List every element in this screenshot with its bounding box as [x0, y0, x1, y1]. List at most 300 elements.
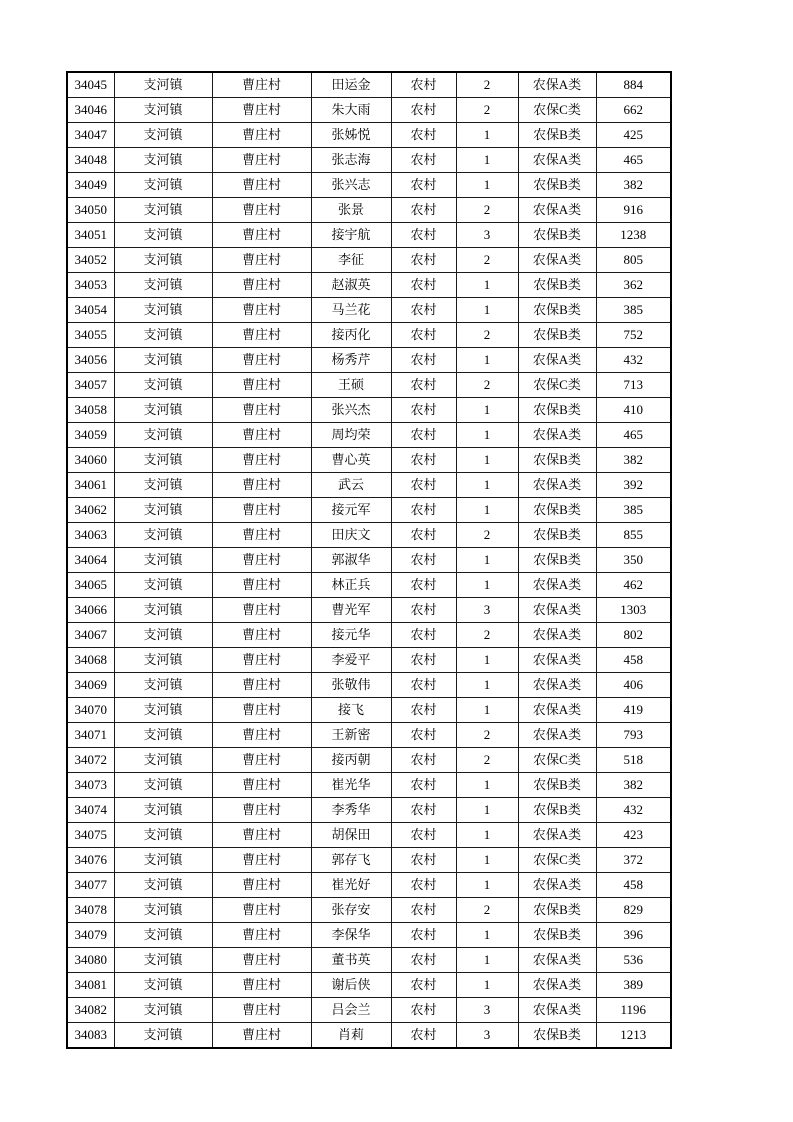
person-count-cell: 1: [456, 123, 518, 148]
town-cell: 支河镇: [114, 998, 212, 1023]
person-name-cell: 郭存飞: [311, 848, 391, 873]
town-cell: 支河镇: [114, 798, 212, 823]
town-cell: 支河镇: [114, 398, 212, 423]
amount-cell: 419: [596, 698, 671, 723]
insurance-category-cell: 农保A类: [518, 998, 596, 1023]
record-id-cell: 34056: [67, 348, 114, 373]
person-name-cell: 董书英: [311, 948, 391, 973]
residence-type-cell: 农村: [391, 273, 456, 298]
person-count-cell: 2: [456, 523, 518, 548]
insurance-category-cell: 农保A类: [518, 698, 596, 723]
person-count-cell: 2: [456, 623, 518, 648]
person-name-cell: 胡保田: [311, 823, 391, 848]
village-cell: 曹庄村: [212, 548, 311, 573]
table-row: [67, 698, 671, 723]
residence-type-cell: 农村: [391, 323, 456, 348]
insurance-category-cell: 农保A类: [518, 148, 596, 173]
person-count-cell: 3: [456, 998, 518, 1023]
table-row: [67, 323, 671, 348]
person-name-cell: 曹光军: [311, 598, 391, 623]
village-cell: 曹庄村: [212, 948, 311, 973]
table-row: [67, 248, 671, 273]
person-count-cell: 1: [456, 173, 518, 198]
village-cell: 曹庄村: [212, 573, 311, 598]
person-name-cell: 杨秀芹: [311, 348, 391, 373]
table-row: [67, 673, 671, 698]
person-count-cell: 1: [456, 498, 518, 523]
record-id-cell: 34078: [67, 898, 114, 923]
village-cell: 曹庄村: [212, 423, 311, 448]
table-row: [67, 1023, 671, 1049]
table-row: [67, 873, 671, 898]
insurance-category-cell: 农保A类: [518, 198, 596, 223]
record-id-cell: 34061: [67, 473, 114, 498]
insurance-category-cell: 农保C类: [518, 98, 596, 123]
amount-cell: 385: [596, 498, 671, 523]
record-id-cell: 34076: [67, 848, 114, 873]
table-row: [67, 348, 671, 373]
residence-type-cell: 农村: [391, 123, 456, 148]
insurance-category-cell: 农保A类: [518, 723, 596, 748]
village-cell: 曹庄村: [212, 773, 311, 798]
residence-type-cell: 农村: [391, 973, 456, 998]
person-count-cell: 2: [456, 98, 518, 123]
record-id-cell: 34075: [67, 823, 114, 848]
table-row: [67, 723, 671, 748]
residence-type-cell: 农村: [391, 848, 456, 873]
amount-cell: 432: [596, 798, 671, 823]
person-count-cell: 2: [456, 898, 518, 923]
person-name-cell: 张兴杰: [311, 398, 391, 423]
person-name-cell: 张敬伟: [311, 673, 391, 698]
amount-cell: 372: [596, 848, 671, 873]
record-id-cell: 34081: [67, 973, 114, 998]
residence-type-cell: 农村: [391, 748, 456, 773]
insurance-category-cell: 农保B类: [518, 548, 596, 573]
amount-cell: 1238: [596, 223, 671, 248]
record-id-cell: 34047: [67, 123, 114, 148]
person-count-cell: 3: [456, 223, 518, 248]
record-id-cell: 34048: [67, 148, 114, 173]
insurance-category-cell: 农保A类: [518, 623, 596, 648]
residence-type-cell: 农村: [391, 498, 456, 523]
table-row: [67, 273, 671, 298]
town-cell: 支河镇: [114, 748, 212, 773]
record-id-cell: 34050: [67, 198, 114, 223]
town-cell: 支河镇: [114, 948, 212, 973]
table-row: [67, 148, 671, 173]
village-cell: 曹庄村: [212, 123, 311, 148]
table-row: [67, 998, 671, 1023]
village-cell: 曹庄村: [212, 273, 311, 298]
person-name-cell: 李征: [311, 248, 391, 273]
record-id-cell: 34066: [67, 598, 114, 623]
amount-cell: 662: [596, 98, 671, 123]
table-row: [67, 223, 671, 248]
amount-cell: 802: [596, 623, 671, 648]
person-name-cell: 接元华: [311, 623, 391, 648]
person-count-cell: 1: [456, 673, 518, 698]
town-cell: 支河镇: [114, 923, 212, 948]
residence-type-cell: 农村: [391, 723, 456, 748]
record-id-cell: 34073: [67, 773, 114, 798]
residence-type-cell: 农村: [391, 598, 456, 623]
insurance-category-cell: 农保C类: [518, 848, 596, 873]
town-cell: 支河镇: [114, 698, 212, 723]
table-row: [67, 623, 671, 648]
insurance-category-cell: 农保A类: [518, 248, 596, 273]
village-cell: 曹庄村: [212, 348, 311, 373]
record-id-cell: 34079: [67, 923, 114, 948]
table-row: [67, 173, 671, 198]
amount-cell: 465: [596, 423, 671, 448]
person-count-cell: 1: [456, 298, 518, 323]
person-name-cell: 接丙朝: [311, 748, 391, 773]
person-name-cell: 吕会兰: [311, 998, 391, 1023]
amount-cell: 458: [596, 873, 671, 898]
residence-type-cell: 农村: [391, 398, 456, 423]
village-cell: 曹庄村: [212, 648, 311, 673]
village-cell: 曹庄村: [212, 398, 311, 423]
amount-cell: 406: [596, 673, 671, 698]
table-row: [67, 773, 671, 798]
table-row: [67, 398, 671, 423]
insurance-category-cell: 农保B类: [518, 298, 596, 323]
amount-cell: 518: [596, 748, 671, 773]
village-cell: 曹庄村: [212, 898, 311, 923]
amount-cell: 425: [596, 123, 671, 148]
town-cell: 支河镇: [114, 898, 212, 923]
person-name-cell: 曹心英: [311, 448, 391, 473]
town-cell: 支河镇: [114, 448, 212, 473]
person-count-cell: 1: [456, 273, 518, 298]
insurance-category-cell: 农保B类: [518, 1023, 596, 1049]
town-cell: 支河镇: [114, 323, 212, 348]
insurance-category-cell: 农保B类: [518, 398, 596, 423]
record-id-cell: 34069: [67, 673, 114, 698]
village-cell: 曹庄村: [212, 698, 311, 723]
person-count-cell: 1: [456, 873, 518, 898]
town-cell: 支河镇: [114, 673, 212, 698]
person-name-cell: 朱大雨: [311, 98, 391, 123]
table-row: [67, 72, 671, 98]
record-id-cell: 34059: [67, 423, 114, 448]
record-id-cell: 34055: [67, 323, 114, 348]
town-cell: 支河镇: [114, 823, 212, 848]
town-cell: 支河镇: [114, 248, 212, 273]
person-name-cell: 接丙化: [311, 323, 391, 348]
insurance-category-cell: 农保A类: [518, 673, 596, 698]
table-row: [67, 548, 671, 573]
residence-type-cell: 农村: [391, 898, 456, 923]
amount-cell: 1303: [596, 598, 671, 623]
person-count-cell: 1: [456, 648, 518, 673]
table-row: [67, 523, 671, 548]
residence-type-cell: 农村: [391, 823, 456, 848]
town-cell: 支河镇: [114, 773, 212, 798]
amount-cell: 805: [596, 248, 671, 273]
amount-cell: 432: [596, 348, 671, 373]
record-id-cell: 34049: [67, 173, 114, 198]
residence-type-cell: 农村: [391, 373, 456, 398]
table-row: [67, 748, 671, 773]
insurance-category-cell: 农保A类: [518, 473, 596, 498]
record-id-cell: 34053: [67, 273, 114, 298]
residence-type-cell: 农村: [391, 448, 456, 473]
person-name-cell: 接飞: [311, 698, 391, 723]
insurance-category-cell: 农保A类: [518, 648, 596, 673]
village-cell: 曹庄村: [212, 623, 311, 648]
person-name-cell: 张姊悦: [311, 123, 391, 148]
town-cell: 支河镇: [114, 423, 212, 448]
record-id-cell: 34065: [67, 573, 114, 598]
village-cell: 曹庄村: [212, 823, 311, 848]
record-id-cell: 34080: [67, 948, 114, 973]
village-cell: 曹庄村: [212, 848, 311, 873]
table-row: [67, 98, 671, 123]
village-cell: 曹庄村: [212, 223, 311, 248]
person-count-cell: 1: [456, 398, 518, 423]
town-cell: 支河镇: [114, 123, 212, 148]
amount-cell: 410: [596, 398, 671, 423]
amount-cell: 389: [596, 973, 671, 998]
village-cell: 曹庄村: [212, 98, 311, 123]
town-cell: 支河镇: [114, 473, 212, 498]
person-count-cell: 2: [456, 723, 518, 748]
insurance-category-cell: 农保B类: [518, 323, 596, 348]
residence-type-cell: 农村: [391, 923, 456, 948]
residence-type-cell: 农村: [391, 623, 456, 648]
insurance-category-cell: 农保A类: [518, 573, 596, 598]
residence-type-cell: 农村: [391, 98, 456, 123]
town-cell: 支河镇: [114, 873, 212, 898]
insurance-category-cell: 农保B类: [518, 498, 596, 523]
residence-type-cell: 农村: [391, 473, 456, 498]
village-cell: 曹庄村: [212, 72, 311, 98]
record-id-cell: 34068: [67, 648, 114, 673]
person-name-cell: 马兰花: [311, 298, 391, 323]
insurance-category-cell: 农保B类: [518, 773, 596, 798]
residence-type-cell: 农村: [391, 1023, 456, 1049]
residence-type-cell: 农村: [391, 698, 456, 723]
person-name-cell: 张景: [311, 198, 391, 223]
person-count-cell: 1: [456, 473, 518, 498]
residence-type-cell: 农村: [391, 198, 456, 223]
record-id-cell: 34082: [67, 998, 114, 1023]
table-row: [67, 973, 671, 998]
record-id-cell: 34083: [67, 1023, 114, 1049]
record-id-cell: 34045: [67, 72, 114, 98]
residence-type-cell: 农村: [391, 798, 456, 823]
town-cell: 支河镇: [114, 573, 212, 598]
insurance-category-cell: 农保B类: [518, 273, 596, 298]
town-cell: 支河镇: [114, 498, 212, 523]
residence-type-cell: 农村: [391, 673, 456, 698]
amount-cell: 350: [596, 548, 671, 573]
person-count-cell: 2: [456, 373, 518, 398]
town-cell: 支河镇: [114, 848, 212, 873]
record-id-cell: 34077: [67, 873, 114, 898]
insurance-category-cell: 农保C类: [518, 373, 596, 398]
person-count-cell: 1: [456, 823, 518, 848]
amount-cell: 423: [596, 823, 671, 848]
table-row: [67, 598, 671, 623]
table-row: [67, 823, 671, 848]
town-cell: 支河镇: [114, 373, 212, 398]
table-row: [67, 898, 671, 923]
residence-type-cell: 农村: [391, 548, 456, 573]
insurance-category-cell: 农保A类: [518, 823, 596, 848]
residence-type-cell: 农村: [391, 998, 456, 1023]
person-count-cell: 2: [456, 198, 518, 223]
residence-type-cell: 农村: [391, 648, 456, 673]
person-name-cell: 李秀华: [311, 798, 391, 823]
person-name-cell: 张存安: [311, 898, 391, 923]
person-count-cell: 1: [456, 348, 518, 373]
record-id-cell: 34074: [67, 798, 114, 823]
person-name-cell: 田庆文: [311, 523, 391, 548]
table-row: [67, 948, 671, 973]
table-row: [67, 848, 671, 873]
person-count-cell: 1: [456, 448, 518, 473]
record-id-cell: 34072: [67, 748, 114, 773]
record-id-cell: 34054: [67, 298, 114, 323]
town-cell: 支河镇: [114, 273, 212, 298]
residence-type-cell: 农村: [391, 72, 456, 98]
amount-cell: 829: [596, 898, 671, 923]
residence-type-cell: 农村: [391, 223, 456, 248]
person-name-cell: 田运金: [311, 72, 391, 98]
table-row: [67, 448, 671, 473]
person-name-cell: 郭淑华: [311, 548, 391, 573]
town-cell: 支河镇: [114, 298, 212, 323]
village-cell: 曹庄村: [212, 473, 311, 498]
amount-cell: 536: [596, 948, 671, 973]
insurance-category-cell: 农保A类: [518, 948, 596, 973]
village-cell: 曹庄村: [212, 923, 311, 948]
resident-insurance-table: [66, 71, 672, 1049]
amount-cell: 382: [596, 173, 671, 198]
residence-type-cell: 农村: [391, 948, 456, 973]
town-cell: 支河镇: [114, 973, 212, 998]
residence-type-cell: 农村: [391, 148, 456, 173]
person-count-cell: 1: [456, 698, 518, 723]
insurance-category-cell: 农保B类: [518, 898, 596, 923]
insurance-category-cell: 农保B类: [518, 223, 596, 248]
amount-cell: 392: [596, 473, 671, 498]
town-cell: 支河镇: [114, 548, 212, 573]
person-name-cell: 张志海: [311, 148, 391, 173]
record-id-cell: 34064: [67, 548, 114, 573]
insurance-category-cell: 农保A类: [518, 423, 596, 448]
town-cell: 支河镇: [114, 723, 212, 748]
town-cell: 支河镇: [114, 198, 212, 223]
person-count-cell: 2: [456, 72, 518, 98]
amount-cell: 855: [596, 523, 671, 548]
person-name-cell: 肖莉: [311, 1023, 391, 1049]
table-row: [67, 373, 671, 398]
village-cell: 曹庄村: [212, 1023, 311, 1049]
table-row: [67, 298, 671, 323]
person-name-cell: 谢后侠: [311, 973, 391, 998]
amount-cell: 396: [596, 923, 671, 948]
village-cell: 曹庄村: [212, 673, 311, 698]
person-name-cell: 王硕: [311, 373, 391, 398]
table-row: [67, 573, 671, 598]
insurance-category-cell: 农保A类: [518, 72, 596, 98]
person-count-cell: 2: [456, 748, 518, 773]
person-name-cell: 接宇航: [311, 223, 391, 248]
record-id-cell: 34070: [67, 698, 114, 723]
village-cell: 曹庄村: [212, 973, 311, 998]
record-id-cell: 34051: [67, 223, 114, 248]
village-cell: 曹庄村: [212, 148, 311, 173]
insurance-category-cell: 农保B类: [518, 523, 596, 548]
village-cell: 曹庄村: [212, 723, 311, 748]
village-cell: 曹庄村: [212, 748, 311, 773]
insurance-category-cell: 农保B类: [518, 173, 596, 198]
person-count-cell: 1: [456, 948, 518, 973]
village-cell: 曹庄村: [212, 248, 311, 273]
town-cell: 支河镇: [114, 1023, 212, 1049]
residence-type-cell: 农村: [391, 348, 456, 373]
person-name-cell: 林正兵: [311, 573, 391, 598]
table-row: [67, 473, 671, 498]
person-count-cell: 1: [456, 973, 518, 998]
residence-type-cell: 农村: [391, 523, 456, 548]
person-name-cell: 李保华: [311, 923, 391, 948]
amount-cell: 382: [596, 448, 671, 473]
town-cell: 支河镇: [114, 72, 212, 98]
town-cell: 支河镇: [114, 148, 212, 173]
village-cell: 曹庄村: [212, 498, 311, 523]
village-cell: 曹庄村: [212, 323, 311, 348]
town-cell: 支河镇: [114, 348, 212, 373]
person-count-cell: 1: [456, 573, 518, 598]
village-cell: 曹庄村: [212, 598, 311, 623]
residence-type-cell: 农村: [391, 873, 456, 898]
amount-cell: 462: [596, 573, 671, 598]
person-name-cell: 崔光好: [311, 873, 391, 898]
person-name-cell: 赵淑英: [311, 273, 391, 298]
amount-cell: 465: [596, 148, 671, 173]
table-row: [67, 648, 671, 673]
amount-cell: 382: [596, 773, 671, 798]
record-id-cell: 34071: [67, 723, 114, 748]
village-cell: 曹庄村: [212, 198, 311, 223]
town-cell: 支河镇: [114, 173, 212, 198]
town-cell: 支河镇: [114, 623, 212, 648]
insurance-category-cell: 农保A类: [518, 873, 596, 898]
person-name-cell: 张兴志: [311, 173, 391, 198]
person-name-cell: 接元军: [311, 498, 391, 523]
person-name-cell: 李爱平: [311, 648, 391, 673]
person-count-cell: 3: [456, 598, 518, 623]
amount-cell: 362: [596, 273, 671, 298]
village-cell: 曹庄村: [212, 373, 311, 398]
table-row: [67, 123, 671, 148]
record-id-cell: 34063: [67, 523, 114, 548]
insurance-category-cell: 农保A类: [518, 973, 596, 998]
insurance-category-cell: 农保B类: [518, 798, 596, 823]
person-name-cell: 崔光华: [311, 773, 391, 798]
insurance-category-cell: 农保A类: [518, 598, 596, 623]
table-row: [67, 923, 671, 948]
record-id-cell: 34057: [67, 373, 114, 398]
insurance-category-cell: 农保B类: [518, 123, 596, 148]
person-count-cell: 3: [456, 1023, 518, 1049]
person-count-cell: 2: [456, 248, 518, 273]
